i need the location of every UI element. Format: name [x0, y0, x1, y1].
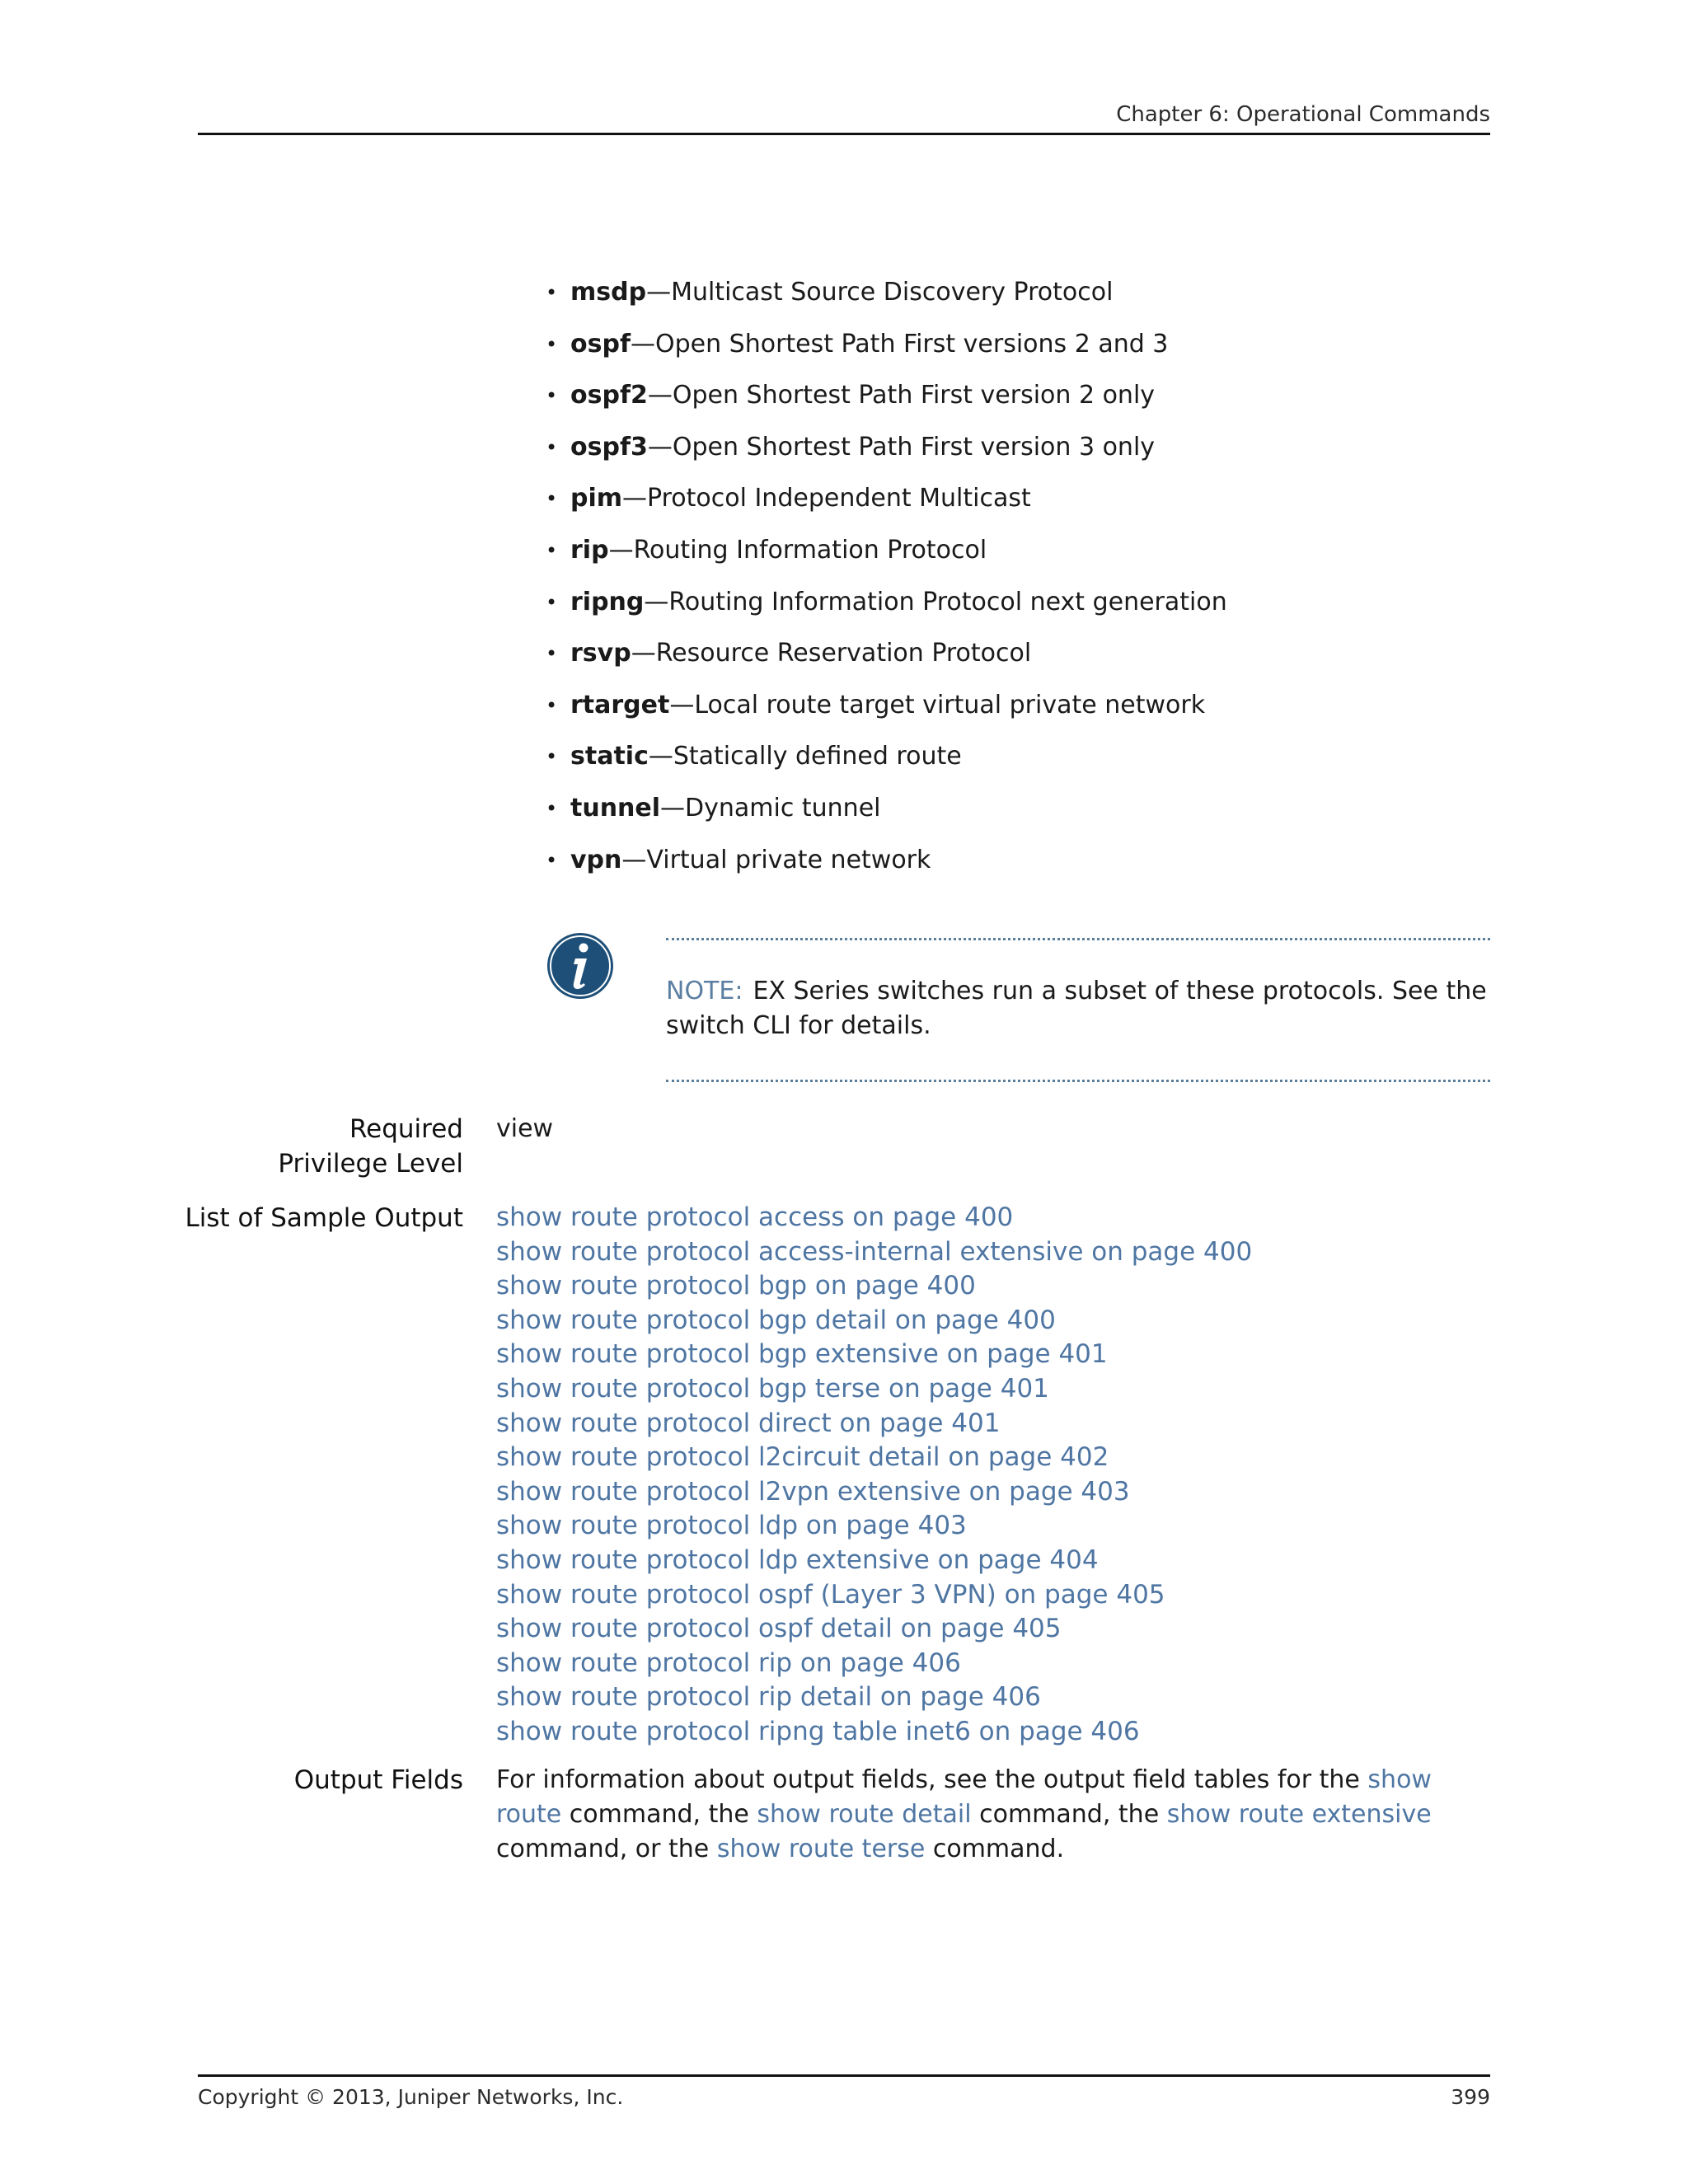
protocol-keyword: pim [570, 484, 623, 513]
sample-output-link[interactable]: show route protocol ripng table inet6 on page 406 [496, 1716, 1140, 1746]
sample-output-link[interactable]: show route protocol l2vpn extensive on page 403 [496, 1476, 1130, 1507]
em-dash: — [644, 587, 669, 616]
protocol-description: Open Shortest Path First version 2 only [672, 381, 1156, 410]
sample-output-link[interactable]: show route protocol rip on page 406 [496, 1647, 961, 1678]
bullet: • [546, 538, 558, 562]
note-rule-bottom [666, 1080, 1490, 1082]
note-body: EX Series switches run a subset of these protocols. See the switch CLI for details. [666, 977, 1487, 1040]
protocol-description: Open Shortest Path First versions 2 and 3 [655, 329, 1169, 359]
output-fields-text-part: command. [925, 1835, 1065, 1863]
em-dash: — [631, 639, 656, 668]
protocol-keyword: ospf2 [570, 381, 648, 410]
output-fields-text-part: command, the [561, 1800, 757, 1829]
list-item [542, 429, 1490, 481]
bullet: • [546, 693, 558, 717]
note-rule-top [666, 938, 1490, 940]
protocol-list [542, 274, 1490, 893]
protocol-keyword: ospf3 [570, 432, 648, 462]
sample-output-list [496, 1201, 1490, 1750]
list-item [542, 274, 1490, 326]
sample-output-label: List of Sample Output [185, 1203, 463, 1233]
show-route-detail-link[interactable]: show route detail [757, 1800, 972, 1829]
bullet: • [546, 332, 558, 356]
output-fields-text-part: command, or the [496, 1835, 717, 1863]
protocol-description: Multicast Source Discovery Protocol [671, 278, 1114, 307]
sample-output-link[interactable]: show route protocol access on page 400 [496, 1202, 1014, 1232]
em-dash: — [646, 278, 672, 307]
list-item [542, 738, 1490, 790]
list-item [542, 326, 1490, 378]
list-item [542, 687, 1490, 739]
footer-rule [198, 2074, 1490, 2077]
bullet: • [546, 435, 558, 459]
em-dash: — [631, 329, 655, 359]
protocol-description: Resource Reservation Protocol [655, 639, 1032, 668]
note-text [666, 974, 1490, 1043]
sample-output-link[interactable]: show route protocol l2circuit detail on page 402 [496, 1442, 1109, 1473]
protocol-description: Statically defined route [673, 742, 962, 771]
list-item [542, 480, 1490, 532]
show-route-terse-link[interactable]: show route terse [716, 1835, 926, 1863]
em-dash: — [648, 742, 673, 771]
header-rule [198, 133, 1490, 135]
protocol-description: Dynamic tunnel [685, 793, 881, 823]
sample-output-link[interactable]: show route protocol bgp terse on page 401 [496, 1373, 1049, 1404]
protocol-keyword: rsvp [570, 639, 631, 668]
output-fields-text-part: command, the [971, 1800, 1167, 1829]
output-fields-label: Output Fields [293, 1765, 463, 1795]
protocol-description: Routing Information Protocol next generation [668, 587, 1227, 616]
sample-output-link[interactable]: show route protocol ospf detail on page 405 [496, 1614, 1062, 1644]
protocol-description: Protocol Independent Multicast [647, 484, 1031, 513]
bullet: • [546, 281, 558, 304]
list-item [542, 842, 1490, 894]
list-item [542, 790, 1490, 842]
sample-output-link[interactable]: show route protocol access-internal extensive on page 400 [496, 1236, 1253, 1267]
bullet: • [546, 848, 558, 872]
protocol-keyword: msdp [570, 278, 647, 307]
sample-output-link[interactable]: show route protocol ldp on page 403 [496, 1511, 967, 1541]
list-item [542, 377, 1490, 429]
sample-output-link[interactable]: show route protocol bgp extensive on page 401 [496, 1339, 1108, 1370]
sample-output-link[interactable]: show route protocol bgp on page 400 [496, 1271, 976, 1301]
sample-output-link[interactable]: show route protocol bgp detail on page 400 [496, 1305, 1056, 1335]
sample-output-link[interactable]: show route protocol ospf (Layer 3 VPN) on page 405 [496, 1579, 1165, 1610]
em-dash: — [669, 690, 695, 719]
required-privilege-value: view [496, 1114, 554, 1143]
note-label: NOTE: [666, 977, 743, 1005]
protocol-keyword: vpn [570, 845, 622, 874]
show-route-extensive-link[interactable]: show route extensive [1166, 1800, 1432, 1829]
protocol-description: Virtual private network [646, 845, 931, 874]
output-fields-text [496, 1763, 1490, 1867]
bullet: • [546, 642, 558, 666]
sample-output-link[interactable]: show route protocol rip detail on page 406 [496, 1682, 1041, 1713]
protocol-description: Routing Information Protocol [633, 535, 987, 565]
protocol-keyword: tunnel [570, 793, 661, 823]
bullet: • [546, 745, 558, 769]
em-dash: — [621, 845, 647, 874]
output-fields-text-part: For information about output fields, see the output field tables for the [496, 1765, 1368, 1794]
em-dash: — [660, 793, 686, 823]
list-item [542, 584, 1490, 636]
bullet: • [546, 487, 558, 511]
protocol-keyword: ospf [570, 329, 631, 359]
em-dash: — [622, 484, 648, 513]
note-callout [542, 931, 1490, 1085]
page-number: 399 [1451, 2085, 1490, 2109]
protocol-keyword: rip [570, 535, 609, 565]
info-icon [546, 931, 615, 1001]
protocol-description: Open Shortest Path First version 3 only [672, 432, 1156, 462]
em-dash: — [647, 381, 673, 410]
list-item [542, 635, 1490, 687]
bullet: • [546, 796, 558, 820]
protocol-keyword: ripng [570, 587, 645, 616]
sample-output-links [496, 1201, 1490, 1750]
bullet: • [546, 590, 558, 614]
bullet: • [546, 384, 558, 408]
protocol-description: Local route target virtual private network [694, 690, 1206, 719]
running-header: Chapter 6: Operational Commands [1116, 102, 1490, 127]
em-dash: — [608, 535, 634, 565]
em-dash: — [647, 432, 673, 462]
required-privilege-label: Required Privilege Level [278, 1114, 463, 1179]
copyright: Copyright © 2013, Juniper Networks, Inc. [198, 2085, 624, 2109]
sample-output-link[interactable]: show route protocol direct on page 401 [496, 1408, 1001, 1438]
protocol-keyword: static [570, 742, 649, 771]
show-route-link[interactable]: show route [496, 1765, 1432, 1829]
list-item [542, 532, 1490, 584]
sample-output-link[interactable]: show route protocol ldp extensive on page 404 [496, 1544, 1099, 1575]
protocol-keyword: rtarget [570, 690, 670, 719]
